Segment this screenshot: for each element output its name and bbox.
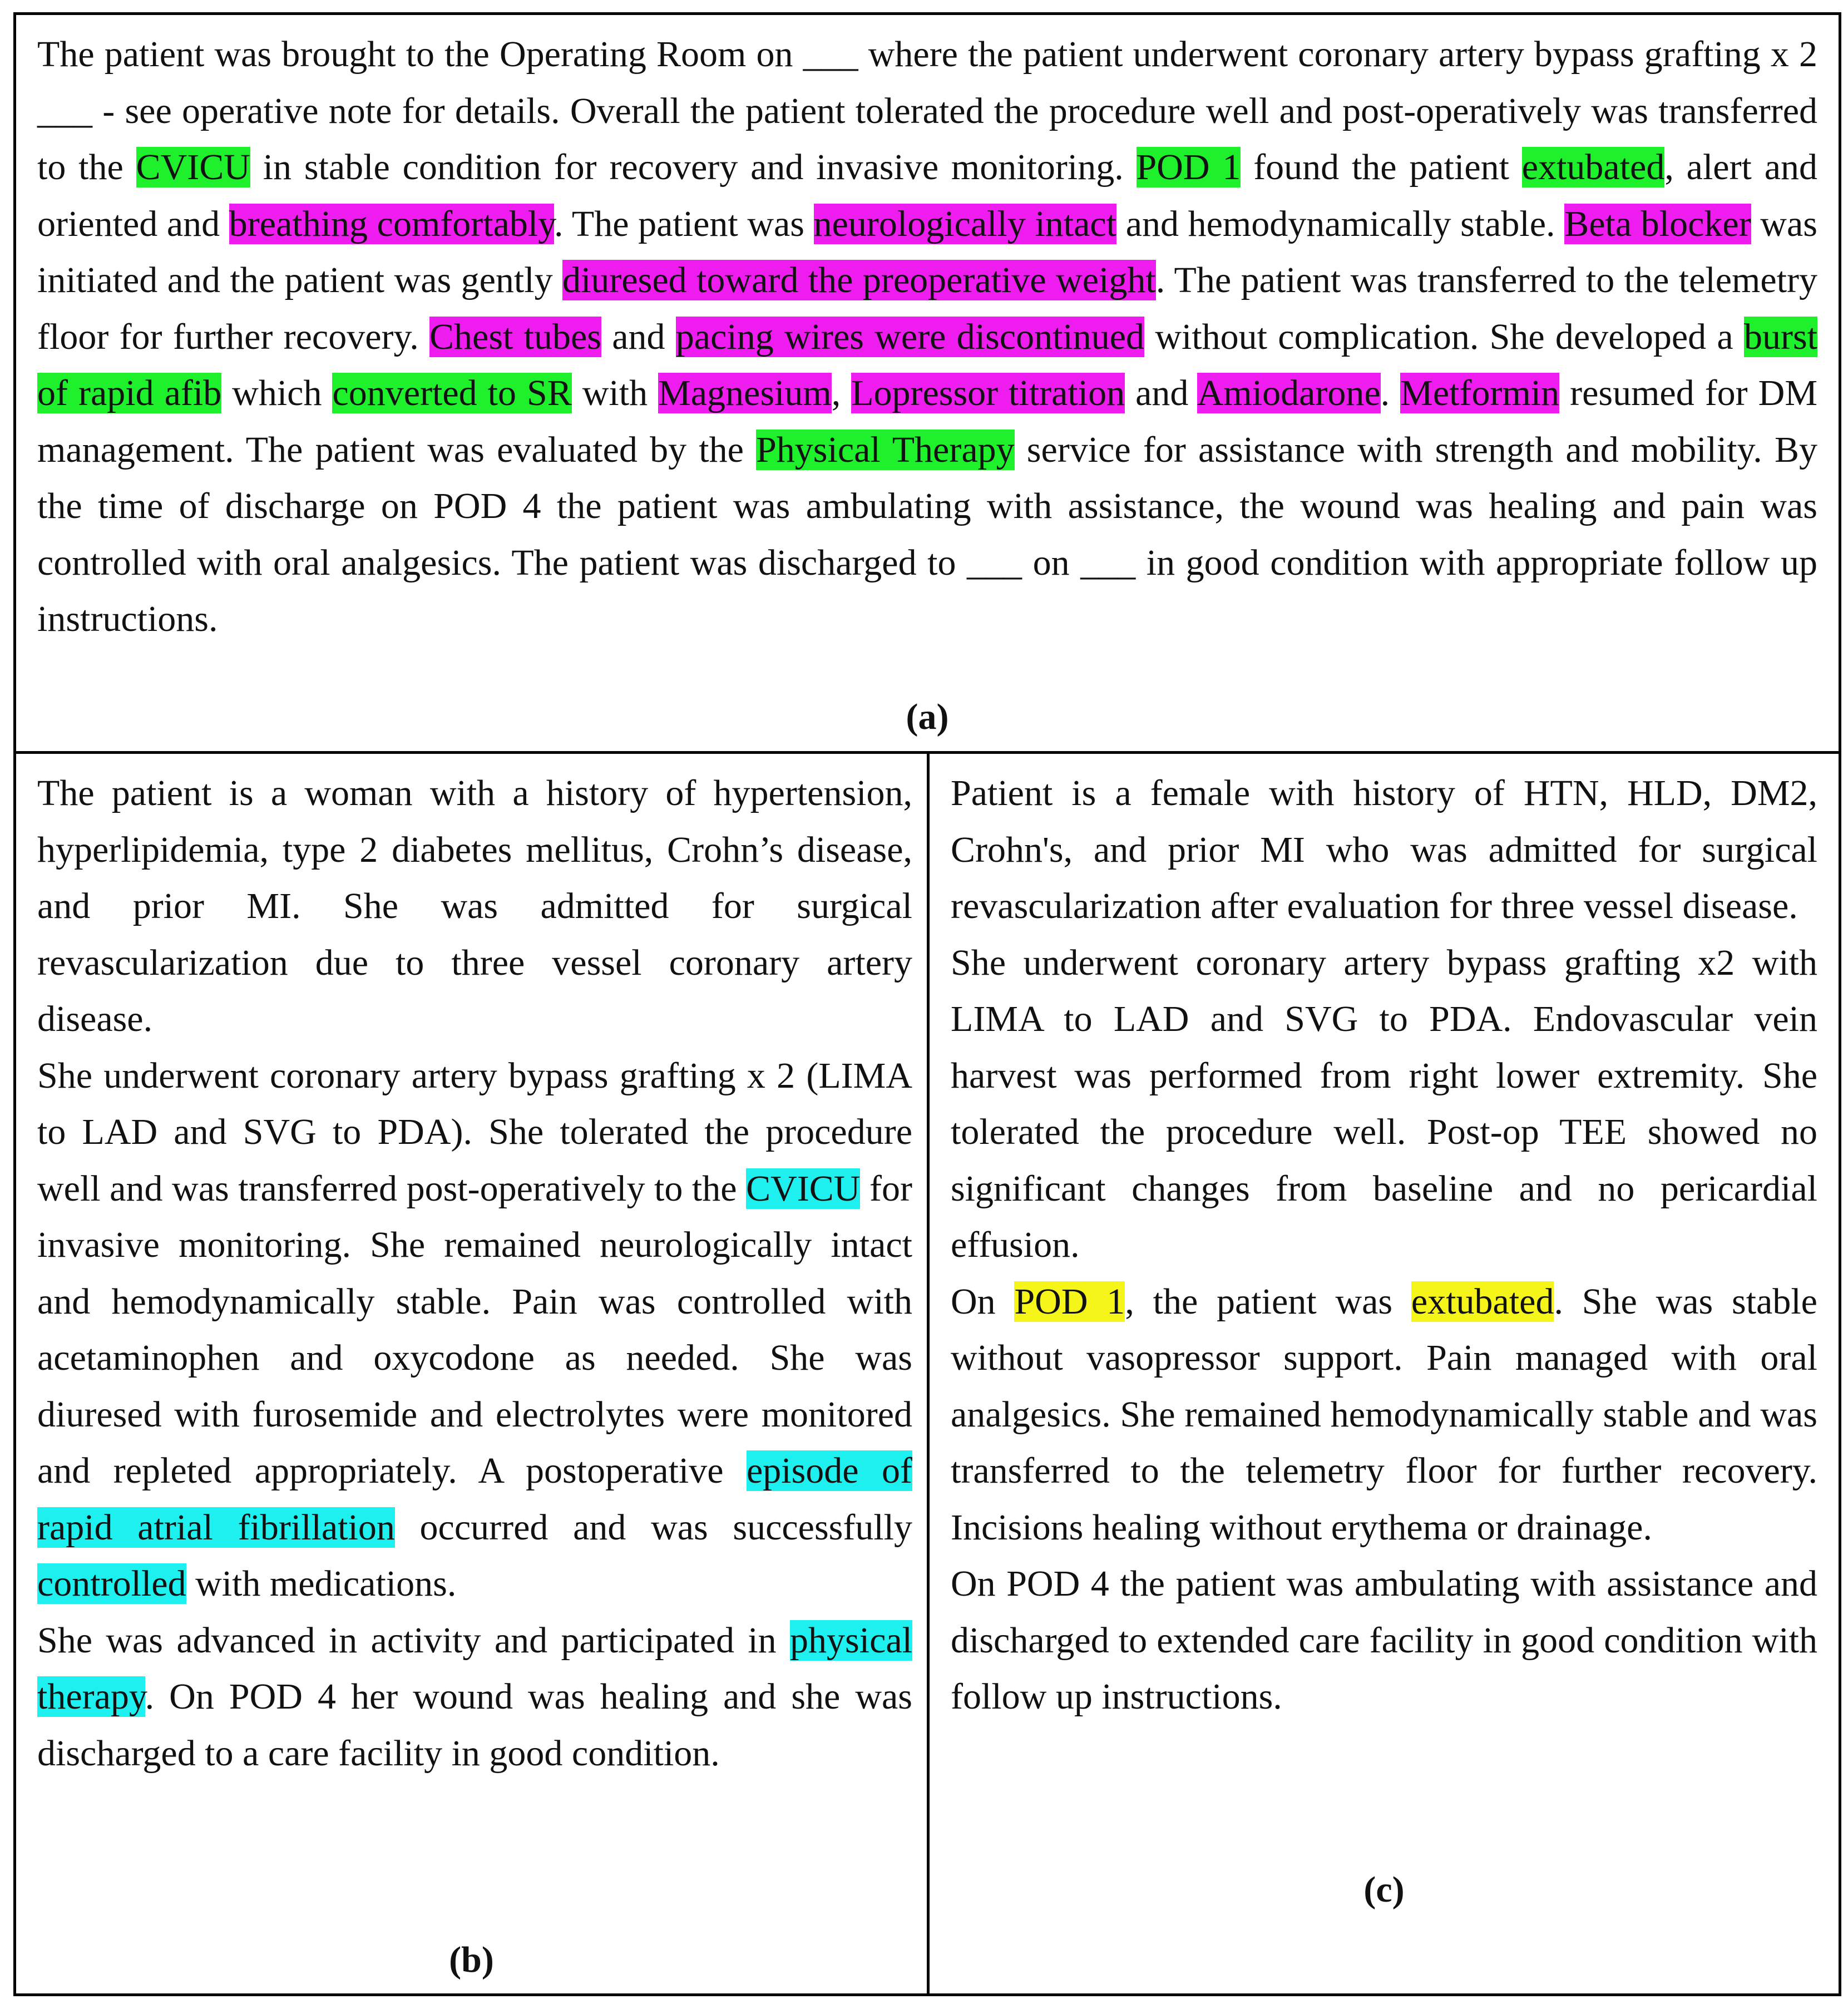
highlight-magenta: Beta blocker: [1564, 203, 1751, 244]
text-span: with: [571, 373, 659, 413]
panel-c-paragraph-4: On POD 4 the patient was ambulating with assistance and discharged to extended care facility in good condition with follow up instructions.: [951, 1563, 1817, 1717]
highlight-green: CVICU: [136, 147, 250, 187]
text-span: , alert and oriented and: [37, 147, 1817, 244]
text-span: occurred and was successfully: [394, 1507, 912, 1548]
text-span: ,: [831, 373, 852, 413]
text-span: and: [1125, 373, 1197, 413]
panel-a-caption: (a): [906, 697, 949, 737]
text-span: resumed for DM management. The patient was evaluated by the: [37, 373, 1818, 470]
text-span: which: [221, 373, 333, 413]
panel-b-paragraph-2: [37, 1048, 912, 1612]
text-span: . The patient was: [554, 203, 814, 244]
highlight-green: Physical Therapy: [756, 429, 1015, 470]
highlight-green: extubated: [1521, 147, 1665, 187]
panel-c-paragraph-2: She underwent coronary artery bypass grafting x2 with LIMA to LAD and SVG to PDA. Endovascular vein harvest was performed from right lower extremity. She tolerated the procedure well. Post-op TEE showed no significant changes from baseline and no pericardial effusion.: [951, 942, 1817, 1265]
panel-c-paragraph-1: Patient is a female with history of HTN, HLD, DM2, Crohn's, and prior MI who was admitted for surgical revascularization after evaluation for three vessel disease.: [951, 773, 1817, 926]
highlight-magenta: pacing wires were discontinued: [675, 316, 1145, 357]
panel-c: [930, 754, 1839, 1993]
panel-b-paragraph-1: The patient is a woman with a history of hypertension, hyperlipidemia, type 2 diabetes mellitus, Crohn’s disease, and prior MI. She was admitted for surgical revascularization due to three vessel coronary artery disease.: [37, 773, 912, 1039]
text-span: . She was stable without vasopressor support. Pain managed with oral analgesics. She remained hemodynamically stable and was transferred to the telemetry floor for further recovery. Incisions healing without erythema or drainage.: [951, 1281, 1817, 1548]
highlight-magenta: Lopressor titration: [851, 373, 1125, 413]
highlight-green: converted to SR: [332, 373, 572, 413]
panel-c-paragraph-3: [951, 1273, 1817, 1556]
highlight-magenta: Metformin: [1400, 373, 1560, 413]
panel-c-text: [951, 765, 1817, 1725]
text-span: . On POD 4 her wound was healing and she was discharged to a care facility in good condition.: [37, 1676, 912, 1774]
text-span: with medications.: [186, 1563, 457, 1604]
highlight-cyan: physical therapy: [37, 1620, 912, 1717]
panel-a: [16, 15, 1839, 754]
highlight-cyan: CVICU: [746, 1168, 861, 1209]
highlight-magenta: breathing comfortably: [229, 203, 554, 244]
text-span: was initiated and the patient was gently: [37, 203, 1817, 300]
text-span: . The patient was transferred to the telemetry floor for further recovery.: [37, 260, 1818, 357]
panel-b-caption: (b): [449, 1939, 494, 1980]
highlight-cyan: controlled: [37, 1563, 186, 1604]
highlight-green: POD 1: [1136, 147, 1241, 187]
text-span: The patient was brought to the Operating Room on ___ where the patient underwent coronary artery bypass grafting x 2 ___ - see operative note for details. Overall the patient tolerated the procedure well and post-operatively was transferred to the: [37, 34, 1817, 187]
text-span: found the patient: [1241, 147, 1522, 187]
panel-b-text: [37, 765, 912, 1781]
panel-b: [16, 754, 930, 1993]
highlight-yellow: extubated: [1411, 1281, 1554, 1322]
text-span: and: [601, 316, 676, 357]
text-span: , the patient was: [1125, 1281, 1411, 1322]
text-span: .: [1380, 373, 1401, 413]
highlight-cyan: episode of rapid atrial fibrillation: [37, 1450, 913, 1548]
text-span: She was advanced in activity and participated in: [37, 1620, 790, 1661]
text-span: in stable condition for recovery and invasive monitoring.: [250, 147, 1137, 187]
panel-b-paragraph-3: [37, 1612, 912, 1782]
panel-c-caption: (c): [1363, 1869, 1405, 1910]
figure-frame: [13, 12, 1841, 1996]
panel-a-text: [37, 26, 1817, 648]
text-span: for invasive monitoring. She remained neurologically intact and hemodynamically stable. Pain was controlled with acetaminophen and oxycodone as needed. She was diuresed with furosemide and electrolytes were monitored and repleted appropriately. A postoperative: [37, 1168, 912, 1491]
text-span: On: [951, 1281, 1015, 1322]
text-span: and hemodynamically stable.: [1116, 203, 1565, 244]
highlight-magenta: Amiodarone: [1197, 373, 1381, 413]
text-span: She underwent coronary artery bypass grafting x 2 (LIMA to LAD and SVG to PDA). She tolerated the procedure well and was transferred post-operatively to the: [37, 1055, 912, 1209]
highlight-magenta: Magnesium: [658, 373, 832, 413]
highlight-magenta: Chest tubes: [429, 316, 601, 357]
highlight-green: burst of rapid afib: [37, 316, 1817, 413]
text-span: service for assistance with strength and mobility. By the time of discharge on POD 4 the patient was ambulating with assistance, the wound was healing and pain was controlled with oral analgesics. The patient was discharged to ___ on ___ in good condition with appropriate follow up instructions.: [37, 429, 1817, 639]
text-span: without complication. She developed a: [1144, 316, 1744, 357]
highlight-magenta: neurologically intact: [813, 203, 1117, 244]
highlight-magenta: diuresed toward the preoperative weight: [562, 260, 1156, 300]
highlight-yellow: POD 1: [1014, 1281, 1125, 1322]
